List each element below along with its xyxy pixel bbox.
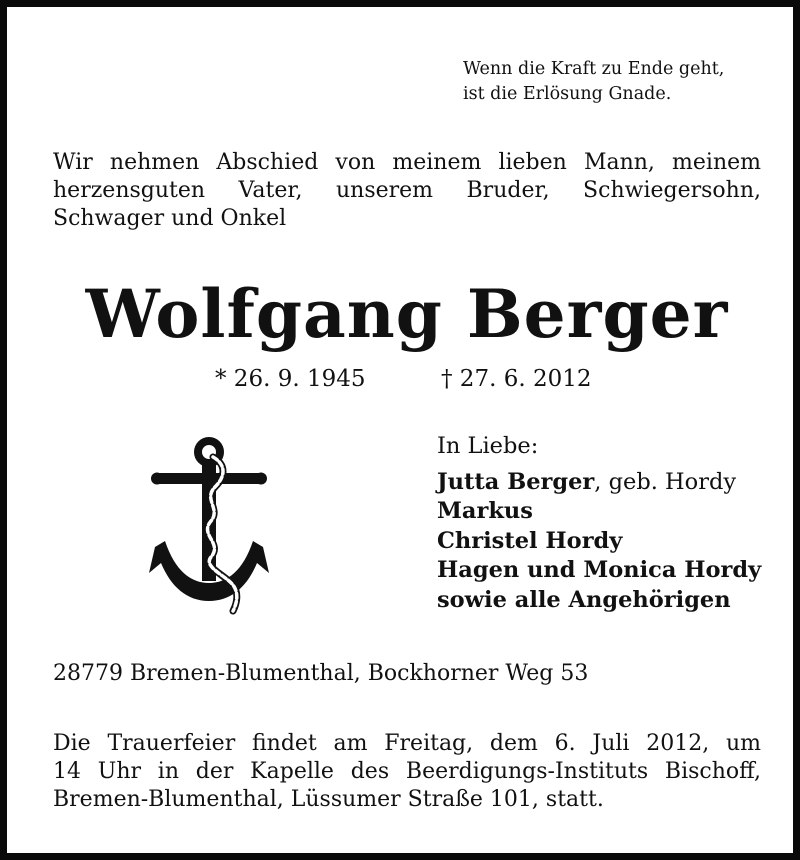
deceased-name: Wolfgang Berger xyxy=(85,275,729,353)
ceremony-line: Bremen-Blumenthal, Lüssumer Straße 101, statt. xyxy=(53,787,604,812)
intro-line: Wir nehmen Abschied von meinem lieben Mann, meinem xyxy=(53,150,761,175)
motto xyxy=(463,57,773,107)
anchor-with-rope-icon xyxy=(145,435,277,615)
mourner xyxy=(437,468,777,498)
birth-date: * 26. 9. 1945 xyxy=(215,366,366,392)
mourner-suffix: , geb. Hordy xyxy=(594,468,737,495)
mourner-name: Markus xyxy=(437,498,533,524)
intro-text xyxy=(53,149,761,233)
mourner-name: sowie alle Angehörigen xyxy=(437,586,731,613)
motto-line: ist die Erlösung Gnade. xyxy=(463,84,672,104)
motto-line: Wenn die Kraft zu Ende geht, xyxy=(463,59,725,79)
intro-line: herzensguten Vater, unserem Bruder, Schwiegersohn, xyxy=(53,178,761,203)
mourner xyxy=(437,527,777,557)
mourner xyxy=(437,556,777,586)
mourners-lead: In Liebe: xyxy=(437,433,539,459)
ceremony-line: 14 Uhr in der Kapelle des Beerdigungs-Instituts Bischoff, xyxy=(53,759,761,784)
intro-line: Schwager und Onkel xyxy=(53,206,287,231)
mourner xyxy=(437,586,777,616)
mourner-name: Jutta Berger xyxy=(437,468,595,495)
mourner-name: Hagen und Monica Hordy xyxy=(437,557,762,583)
ceremony-line: Die Trauerfeier findet am Freitag, dem 6. Juli 2012, um xyxy=(53,731,761,756)
mourners-list xyxy=(437,432,777,615)
ceremony-notice xyxy=(53,730,761,814)
mourner xyxy=(437,497,777,527)
mourner-address: 28779 Bremen-Blumenthal, Bockhorner Weg 53 xyxy=(53,661,589,686)
death-date: † 27. 6. 2012 xyxy=(441,366,592,392)
mourner-name: Christel Hordy xyxy=(437,527,623,554)
